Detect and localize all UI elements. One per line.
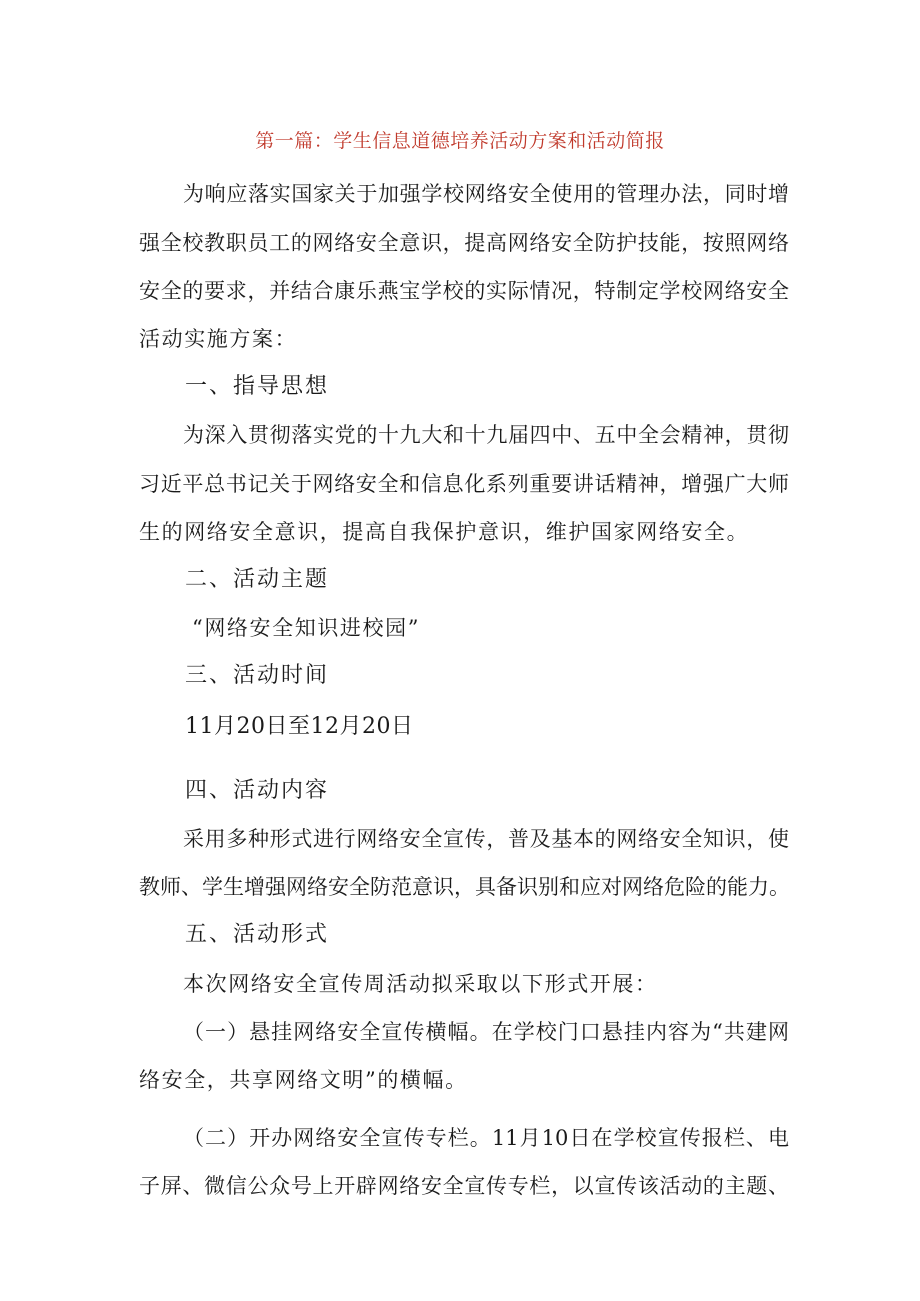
intro-line-3: 安全的要求，并结合康乐燕宝学校的实际情况，特制定学校网络安全 [139, 279, 789, 303]
intro-line-1: 为响应落实国家关于加强学校网络安全使用的管理办法，同时增 [183, 182, 789, 206]
section-heading-guiding-thought: 一、指导思想 [185, 374, 330, 399]
section1-line-2: 习近平总书记关于网络安全和信息化系列重要讲话精神，增强广大师 [139, 472, 789, 496]
section5-line-2: （一）悬挂网络安全宣传横幅。在学校门口悬挂内容为“共建网 [183, 1020, 789, 1044]
section5-line-4: （二）开办网络安全宣传专栏。11月10日在学校宣传报栏、电 [183, 1126, 789, 1150]
section-heading-activity-theme: 二、活动主题 [185, 567, 330, 592]
section5-line-5: 子屏、微信公众号上开辟网络安全宣传专栏，以宣传该活动的主题、 [139, 1174, 789, 1198]
intro-line-4: 活动实施方案： [139, 327, 298, 351]
section-heading-activity-time: 三、活动时间 [185, 663, 330, 688]
section5-line-3: 络安全，共享网络文明”的横幅。 [139, 1068, 468, 1092]
section1-line-3: 生的网络安全意识，提高自我保护意识，维护国家网络安全。 [139, 520, 750, 544]
section4-line-1: 采用多种形式进行网络安全宣传，普及基本的网络安全知识，使 [183, 827, 789, 851]
section5-line-1: 本次网络安全宣传周活动拟采取以下形式开展： [183, 972, 658, 996]
activity-theme-text: “网络安全知识进校园” [192, 616, 421, 640]
document-title: 第一篇：学生信息道德培养活动方案和活动简报 [255, 130, 665, 152]
section-heading-activity-content: 四、活动内容 [185, 778, 330, 803]
activity-time-text: 11月20日至12月20日 [185, 714, 414, 739]
intro-line-2: 强全校教职员工的网络安全意识，提高网络安全防护技能，按照网络 [139, 231, 789, 255]
section1-line-1: 为深入贯彻落实党的十九大和十九届四中、五中全会精神，贯彻 [183, 423, 789, 447]
section4-line-2: 教师、学生增强网络安全防范意识，具备识别和应对网络危险的能力。 [139, 875, 790, 899]
section-heading-activity-form: 五、活动形式 [185, 922, 330, 947]
